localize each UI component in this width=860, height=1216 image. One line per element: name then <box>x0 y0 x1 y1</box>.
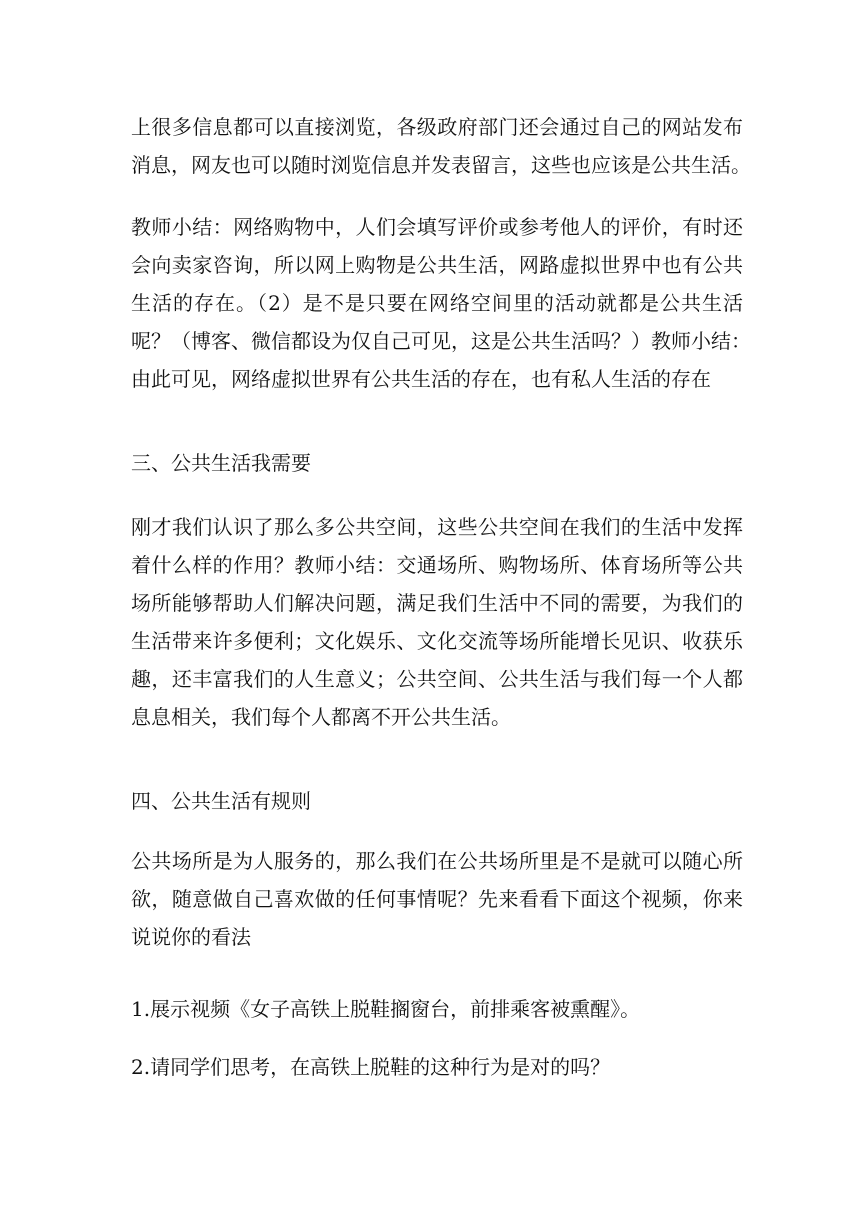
text-line: 趣，还丰富我们的人生意义；公共空间、公共生活与我们每一个人都 <box>131 667 743 691</box>
paragraph-public-space-role <box>131 508 743 736</box>
text-line: 由此可见，网络虚拟世界有公共生活的存在，也有私人生活的存在 <box>131 367 711 391</box>
text-line: 上很多信息都可以直接浏览，各级政府部门还会通过自己的网站发布 <box>131 115 743 139</box>
list-item-text: 1.展示视频《女子高铁上脱鞋搁窗台，前排乘客被熏醒》。 <box>131 997 641 1021</box>
list-item-2 <box>131 1048 743 1086</box>
text-line: 公共场所是为人服务的，那么我们在公共场所里是不是就可以随心所 <box>131 849 743 873</box>
text-line: 会向卖家咨询，所以网上购物是公共生活，网路虚拟世界中也有公共 <box>131 253 743 277</box>
text-line: 息息相关，我们每个人都离不开公共生活。 <box>131 705 511 729</box>
text-line: 欲，随意做自己喜欢做的任何事情呢？先来看看下面这个视频，你来 <box>131 887 743 911</box>
section-heading-3 <box>131 444 743 482</box>
heading-text: 三、公共生活我需要 <box>131 451 311 475</box>
text-line: 教师小结：网络购物中，人们会填写评价或参考他人的评价，有时还 <box>131 215 743 239</box>
text-line: 场所能够帮助人们解决问题，满足我们生活中不同的需要，为我们的 <box>131 591 743 615</box>
text-line: 刚才我们认识了那么多公共空间，这些公共空间在我们的生活中发挥 <box>131 515 743 539</box>
list-item-text: 2.请同学们思考，在高铁上脱鞋的这种行为是对的吗？ <box>131 1055 611 1079</box>
text-line: 着什么样的作用？教师小结：交通场所、购物场所、体育场所等公共 <box>131 553 743 577</box>
paragraph-teacher-summary-online <box>131 208 751 398</box>
text-line: 呢？（博客、微信都设为仅自己可见，这是公共生活吗？）教师小结： <box>131 329 751 353</box>
text-line: 说说你的看法 <box>131 925 251 949</box>
list-item-1 <box>131 990 743 1028</box>
text-line: 生活的存在。（2）是不是只要在网络空间里的活动就都是公共生活 <box>131 291 743 315</box>
paragraph-web-browsing <box>131 108 751 184</box>
text-line: 生活带来许多便利；文化娱乐、文化交流等场所能增长见识、收获乐 <box>131 629 743 653</box>
text-line: 消息，网友也可以随时浏览信息并发表留言，这些也应该是公共生活。 <box>131 153 751 177</box>
paragraph-public-rules <box>131 842 743 956</box>
section-heading-4 <box>131 782 743 820</box>
heading-text: 四、公共生活有规则 <box>131 789 311 813</box>
